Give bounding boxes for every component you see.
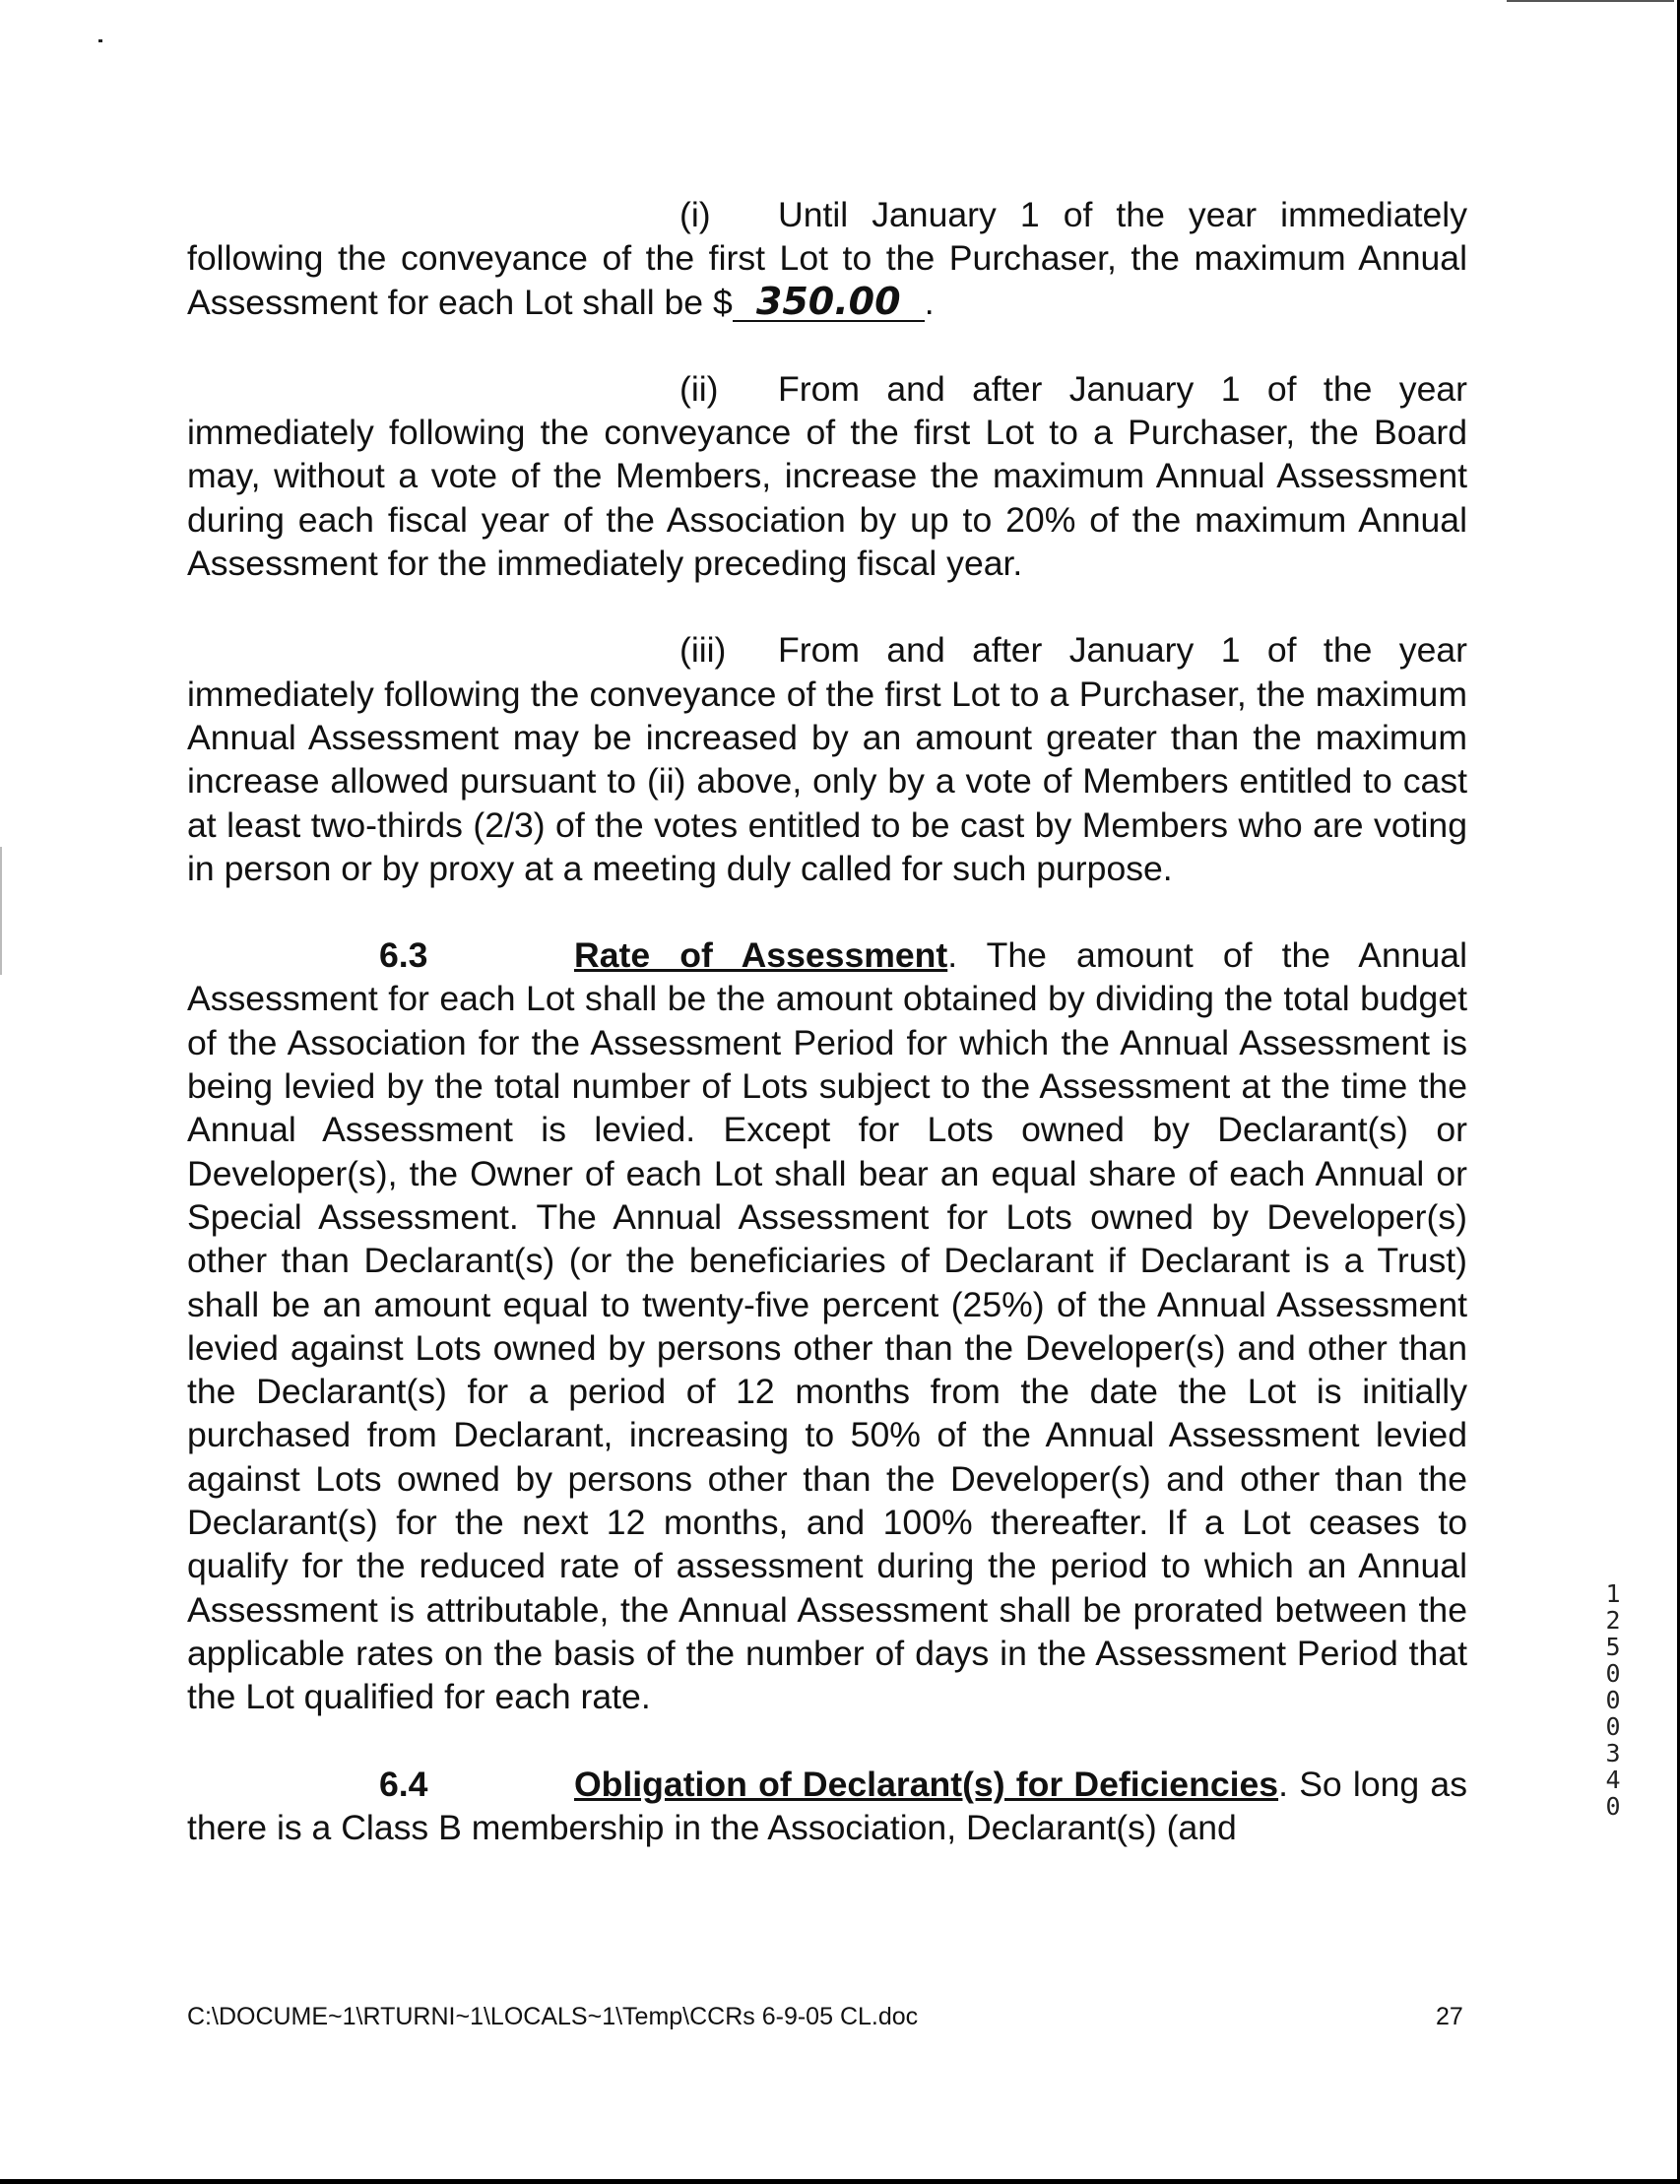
paragraph-text: From and after January 1 of the year immediately following the conveyance of the first Lot to a Purchaser, the maximum Annual Assessment may be increased by an amount greater than the maximum increase allowed pursuant to (ii) above, only by a vote of Members entitled to cast at least two-thirds (2/3) of the votes entitled to be cast by Members who are voting in person or by proxy at a meeting duly called for such purpose. [187,630,1467,888]
page-border-bottom [0,2179,1680,2184]
section-text: The amount of the Annual Assessment for each Lot shall be the amount obtained by dividing the total budget of the Association for the Assessment Period for which the Annual Assessment is being levied by the total number of Lots subject to the Assessment at the time the Annual Assessment is levied. Except for Lots owned by Declarant(s) or Developer(s), the Owner of each Lot shall bear an equal share of each Annual or Special Assessment. The Annual Assessment for Lots owned by Developer(s) other than Declarant(s) (or the beneficiaries of Declarant if Declarant is a Trust) shall be an amount equal to twenty-five percent (25%) of the Annual Assessment levied against Lots owned by persons other than the Developer(s) and other than the Declarant(s) for a period of 12 months from the date the Lot is initially purchased from Declarant, increasing to 50% of the Annual Assessment levied against Lots owned by persons other than the Developer(s) and other than the Declarant(s) for the next 12 months, and 100% thereafter. If a Lot ceases to qualify for the reduced rate of assessment during the period to which an Annual Assessment is attributable, the Annual Assessment shall be prorated between the applicable rates on the basis of the number of days in the Assessment Period that the Lot qualified for each rate. [187,935,1467,1717]
stamp-digit: 3 [1605,1739,1621,1767]
paragraph-text: From and after January 1 of the year immediately following the conveyance of the first Lot to a Purchaser, the Board may, without a vote of the Members, increase the maximum Annual Assessment during each fiscal year of the Association by up to 20% of the maximum Annual Assessment for the immediately preceding fiscal year. [187,368,1467,584]
scan-edge-marks [0,847,2,975]
stamp-digit: 1 [1605,1579,1621,1608]
scan-mark-top [1507,0,1674,2]
paragraph-text: Until January 1 of the year immediately following the conveyance of the first Lot to the Purchaser, the maximum Annual Assessment for each Lot shall be $ [187,195,1467,322]
stamp-digit: 2 [1605,1606,1621,1635]
footer-file-path: C:\DOCUME~1\RTURNI~1\LOCALS~1\Temp\CCRs 6-9-05 CL.doc [187,2003,919,2030]
stamp-digit: 0 [1605,1659,1621,1688]
section-number: 6.4 [379,1764,428,1804]
paragraph-i [187,193,1467,324]
section-6-3 [187,933,1467,1718]
paragraph-label: (i) [679,195,711,234]
section-title: Obligation of Declarant(s) for Deficiencies [574,1764,1279,1804]
page-number: 27 [1436,2003,1463,2030]
paragraph-label: (ii) [679,368,719,409]
stamp-digit: 0 [1605,1686,1621,1714]
scan-speck [98,39,102,42]
stamp-digit: 0 [1605,1712,1621,1741]
paragraph-label: (iii) [679,630,727,671]
stamp-digit: 5 [1605,1633,1621,1661]
document-stamp-number [1599,1580,1627,1820]
paragraph-ii [187,367,1467,585]
section-number: 6.3 [379,935,428,976]
section-title: Rate of Assessment [574,935,948,976]
section-title-end: . [947,935,958,976]
stamp-digit: 0 [1605,1792,1621,1821]
paragraph-iii [187,628,1467,890]
stamp-digit: 4 [1605,1766,1621,1794]
paragraph-text-end: . [924,282,935,322]
section-text: So long as there is a Class B membership in the Association, Declarant(s) (and [187,1764,1467,1847]
document-body [187,193,1467,1849]
handwritten-amount: 350.00 [733,283,925,322]
section-6-4 [187,1763,1467,1850]
section-title-end: . [1278,1764,1288,1804]
